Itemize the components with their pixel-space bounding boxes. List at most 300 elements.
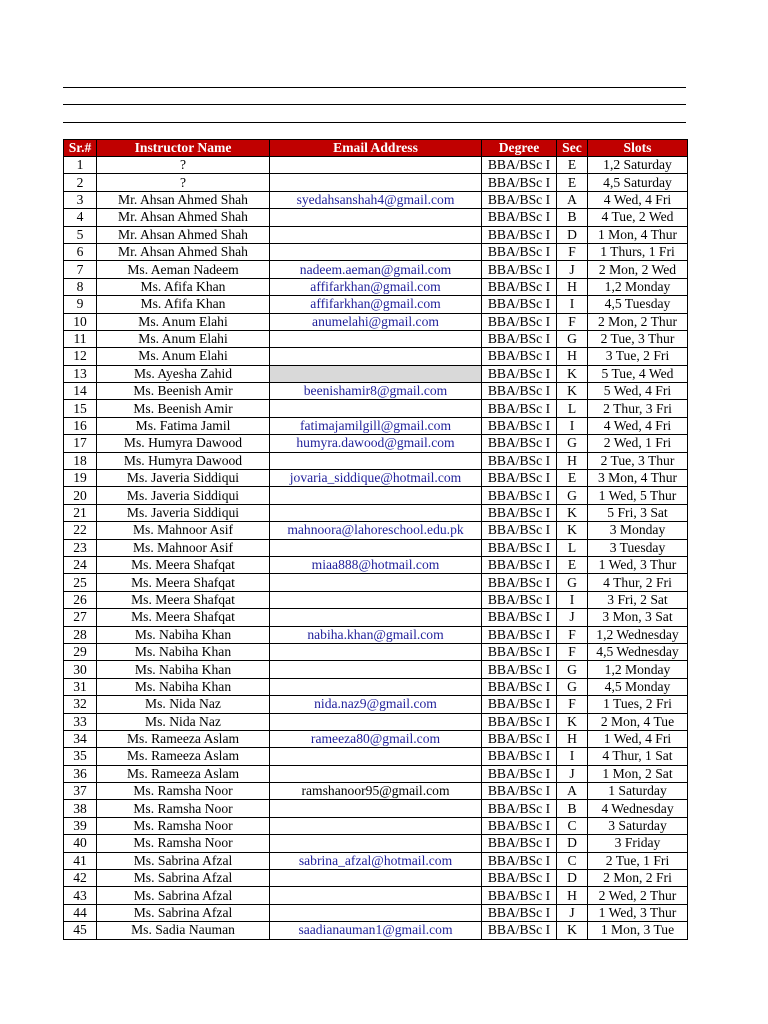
slots-cell: 3 Monday bbox=[588, 522, 688, 539]
header-email-address: Email Address bbox=[270, 140, 482, 157]
sr-cell: 29 bbox=[64, 643, 97, 660]
slots-cell: 1 Wed, 5 Thur bbox=[588, 487, 688, 504]
sec-cell: I bbox=[557, 748, 588, 765]
email-cell[interactable]: affifarkhan@gmail.com bbox=[270, 296, 482, 313]
slots-cell: 3 Saturday bbox=[588, 817, 688, 834]
degree-cell: BBA/BSc I bbox=[482, 661, 557, 678]
sr-cell: 5 bbox=[64, 226, 97, 243]
sr-cell: 37 bbox=[64, 783, 97, 800]
slots-cell: 2 Mon, 2 Wed bbox=[588, 261, 688, 278]
sec-cell: I bbox=[557, 591, 588, 608]
instructor-name-cell: Ms. Sabrina Afzal bbox=[97, 870, 270, 887]
sec-cell: K bbox=[557, 365, 588, 382]
table-row bbox=[64, 574, 688, 591]
sr-cell: 39 bbox=[64, 817, 97, 834]
email-cell[interactable]: miaa888@hotmail.com bbox=[270, 556, 482, 573]
slots-cell: 3 Fri, 2 Sat bbox=[588, 591, 688, 608]
sr-cell: 43 bbox=[64, 887, 97, 904]
sr-cell: 22 bbox=[64, 522, 97, 539]
instructor-name-cell: Ms. Aeman Nadeem bbox=[97, 261, 270, 278]
email-cell[interactable]: saadianauman1@gmail.com bbox=[270, 922, 482, 939]
slots-cell: 2 Mon, 4 Tue bbox=[588, 713, 688, 730]
header-slots: Slots bbox=[588, 140, 688, 157]
slots-cell: 4 Thur, 2 Fri bbox=[588, 574, 688, 591]
instructor-name-cell: Ms. Anum Elahi bbox=[97, 330, 270, 347]
sr-cell: 3 bbox=[64, 191, 97, 208]
sr-cell: 44 bbox=[64, 904, 97, 921]
degree-cell: BBA/BSc I bbox=[482, 852, 557, 869]
sec-cell: K bbox=[557, 922, 588, 939]
sec-cell: G bbox=[557, 661, 588, 678]
sec-cell: A bbox=[557, 783, 588, 800]
sr-cell: 13 bbox=[64, 365, 97, 382]
degree-cell: BBA/BSc I bbox=[482, 696, 557, 713]
degree-cell: BBA/BSc I bbox=[482, 678, 557, 695]
slots-cell: 2 Wed, 2 Thur bbox=[588, 887, 688, 904]
sec-cell: G bbox=[557, 678, 588, 695]
table-row bbox=[64, 174, 688, 191]
sr-cell: 18 bbox=[64, 452, 97, 469]
email-cell bbox=[270, 800, 482, 817]
slots-cell: 4 Wed, 4 Fri bbox=[588, 417, 688, 434]
header-rule-3 bbox=[63, 122, 686, 123]
sr-cell: 21 bbox=[64, 504, 97, 521]
degree-cell: BBA/BSc I bbox=[482, 209, 557, 226]
sr-cell: 31 bbox=[64, 678, 97, 695]
degree-cell: BBA/BSc I bbox=[482, 522, 557, 539]
email-cell[interactable]: mahnoora@lahoreschool.edu.pk bbox=[270, 522, 482, 539]
sr-cell: 33 bbox=[64, 713, 97, 730]
sec-cell: E bbox=[557, 174, 588, 191]
instructor-name-cell: Ms. Sabrina Afzal bbox=[97, 887, 270, 904]
sec-cell: C bbox=[557, 817, 588, 834]
slots-cell: 1 Mon, 3 Tue bbox=[588, 922, 688, 939]
header-rule-1 bbox=[63, 87, 686, 88]
sec-cell: K bbox=[557, 504, 588, 521]
sr-cell: 40 bbox=[64, 835, 97, 852]
instructor-name-cell: Ms. Ayesha Zahid bbox=[97, 365, 270, 382]
instructor-name-cell: ? bbox=[97, 174, 270, 191]
instructor-name-cell: Ms. Ramsha Noor bbox=[97, 835, 270, 852]
sr-cell: 38 bbox=[64, 800, 97, 817]
email-cell bbox=[270, 748, 482, 765]
degree-cell: BBA/BSc I bbox=[482, 713, 557, 730]
instructor-name-cell: Ms. Rameeza Aslam bbox=[97, 730, 270, 747]
instructor-name-cell: Ms. Meera Shafqat bbox=[97, 591, 270, 608]
email-cell[interactable]: humyra.dawood@gmail.com bbox=[270, 435, 482, 452]
table-row bbox=[64, 556, 688, 573]
slots-cell: 2 Wed, 1 Fri bbox=[588, 435, 688, 452]
table-row bbox=[64, 765, 688, 782]
sec-cell: D bbox=[557, 870, 588, 887]
email-cell bbox=[270, 365, 482, 382]
email-cell[interactable]: nadeem.aeman@gmail.com bbox=[270, 261, 482, 278]
email-cell bbox=[270, 887, 482, 904]
table-row bbox=[64, 226, 688, 243]
table-row bbox=[64, 852, 688, 869]
instructor-name-cell: ? bbox=[97, 157, 270, 174]
instructor-name-cell: Ms. Anum Elahi bbox=[97, 348, 270, 365]
degree-cell: BBA/BSc I bbox=[482, 504, 557, 521]
slots-cell: 1 Wed, 3 Thur bbox=[588, 904, 688, 921]
degree-cell: BBA/BSc I bbox=[482, 383, 557, 400]
slots-cell: 1 Mon, 4 Thur bbox=[588, 226, 688, 243]
email-cell bbox=[270, 661, 482, 678]
instructor-name-cell: Ms. Rameeza Aslam bbox=[97, 765, 270, 782]
slots-cell: 3 Mon, 3 Sat bbox=[588, 609, 688, 626]
table-row bbox=[64, 435, 688, 452]
sr-cell: 36 bbox=[64, 765, 97, 782]
table-body bbox=[64, 157, 688, 940]
sec-cell: G bbox=[557, 574, 588, 591]
sec-cell: K bbox=[557, 713, 588, 730]
instructor-schedule-table bbox=[63, 139, 688, 940]
table-row bbox=[64, 696, 688, 713]
degree-cell: BBA/BSc I bbox=[482, 400, 557, 417]
sr-cell: 25 bbox=[64, 574, 97, 591]
sec-cell: J bbox=[557, 765, 588, 782]
sec-cell: G bbox=[557, 487, 588, 504]
degree-cell: BBA/BSc I bbox=[482, 157, 557, 174]
email-cell bbox=[270, 713, 482, 730]
table-row bbox=[64, 539, 688, 556]
degree-cell: BBA/BSc I bbox=[482, 870, 557, 887]
email-cell bbox=[270, 209, 482, 226]
slots-cell: 2 Tue, 1 Fri bbox=[588, 852, 688, 869]
sec-cell: K bbox=[557, 522, 588, 539]
sec-cell: F bbox=[557, 626, 588, 643]
table-row bbox=[64, 504, 688, 521]
sr-cell: 11 bbox=[64, 330, 97, 347]
table-row bbox=[64, 678, 688, 695]
header-sec: Sec bbox=[557, 140, 588, 157]
sec-cell: I bbox=[557, 296, 588, 313]
table-row bbox=[64, 470, 688, 487]
sec-cell: B bbox=[557, 209, 588, 226]
sr-cell: 7 bbox=[64, 261, 97, 278]
degree-cell: BBA/BSc I bbox=[482, 730, 557, 747]
table-row bbox=[64, 609, 688, 626]
degree-cell: BBA/BSc I bbox=[482, 556, 557, 573]
instructor-name-cell: Ms. Fatima Jamil bbox=[97, 417, 270, 434]
table-row bbox=[64, 417, 688, 434]
degree-cell: BBA/BSc I bbox=[482, 922, 557, 939]
sec-cell: H bbox=[557, 278, 588, 295]
sr-cell: 35 bbox=[64, 748, 97, 765]
slots-cell: 1 Saturday bbox=[588, 783, 688, 800]
sec-cell: H bbox=[557, 730, 588, 747]
slots-cell: 4,5 Wednesday bbox=[588, 643, 688, 660]
email-cell[interactable]: nabiha.khan@gmail.com bbox=[270, 626, 482, 643]
slots-cell: 4 Wednesday bbox=[588, 800, 688, 817]
instructor-name-cell: Ms. Nabiha Khan bbox=[97, 626, 270, 643]
sec-cell: F bbox=[557, 643, 588, 660]
degree-cell: BBA/BSc I bbox=[482, 591, 557, 608]
degree-cell: BBA/BSc I bbox=[482, 435, 557, 452]
slots-cell: 1,2 Wednesday bbox=[588, 626, 688, 643]
slots-cell: 1 Mon, 2 Sat bbox=[588, 765, 688, 782]
degree-cell: BBA/BSc I bbox=[482, 348, 557, 365]
slots-cell: 2 Tue, 3 Thur bbox=[588, 330, 688, 347]
sec-cell: I bbox=[557, 417, 588, 434]
sr-cell: 26 bbox=[64, 591, 97, 608]
degree-cell: BBA/BSc I bbox=[482, 174, 557, 191]
sec-cell: H bbox=[557, 887, 588, 904]
instructor-name-cell: Ms. Mahnoor Asif bbox=[97, 522, 270, 539]
table-row bbox=[64, 835, 688, 852]
table-row bbox=[64, 243, 688, 260]
degree-cell: BBA/BSc I bbox=[482, 365, 557, 382]
email-cell bbox=[270, 678, 482, 695]
sr-cell: 12 bbox=[64, 348, 97, 365]
instructor-name-cell: Mr. Ahsan Ahmed Shah bbox=[97, 209, 270, 226]
email-cell bbox=[270, 817, 482, 834]
sec-cell: G bbox=[557, 330, 588, 347]
slots-cell: 4 Tue, 2 Wed bbox=[588, 209, 688, 226]
email-cell bbox=[270, 835, 482, 852]
table-row bbox=[64, 922, 688, 939]
email-cell[interactable]: beenishamir8@gmail.com bbox=[270, 383, 482, 400]
table-row bbox=[64, 330, 688, 347]
slots-cell: 2 Mon, 2 Fri bbox=[588, 870, 688, 887]
table-row bbox=[64, 400, 688, 417]
email-cell bbox=[270, 174, 482, 191]
header-degree: Degree bbox=[482, 140, 557, 157]
degree-cell: BBA/BSc I bbox=[482, 296, 557, 313]
degree-cell: BBA/BSc I bbox=[482, 330, 557, 347]
table-row bbox=[64, 487, 688, 504]
sec-cell: D bbox=[557, 226, 588, 243]
header-instructor-name: Instructor Name bbox=[97, 140, 270, 157]
table-row bbox=[64, 452, 688, 469]
table-row bbox=[64, 713, 688, 730]
slots-cell: 5 Tue, 4 Wed bbox=[588, 365, 688, 382]
table-row bbox=[64, 870, 688, 887]
slots-cell: 4,5 Monday bbox=[588, 678, 688, 695]
slots-cell: 2 Tue, 3 Thur bbox=[588, 452, 688, 469]
degree-cell: BBA/BSc I bbox=[482, 452, 557, 469]
instructor-name-cell: Ms. Rameeza Aslam bbox=[97, 748, 270, 765]
instructor-name-cell: Ms. Javeria Siddiqui bbox=[97, 487, 270, 504]
email-cell bbox=[270, 348, 482, 365]
sr-cell: 14 bbox=[64, 383, 97, 400]
sr-cell: 42 bbox=[64, 870, 97, 887]
degree-cell: BBA/BSc I bbox=[482, 261, 557, 278]
instructor-name-cell: Ms. Nabiha Khan bbox=[97, 661, 270, 678]
table-row bbox=[64, 348, 688, 365]
table-row bbox=[64, 313, 688, 330]
sr-cell: 9 bbox=[64, 296, 97, 313]
sec-cell: H bbox=[557, 348, 588, 365]
table-row bbox=[64, 626, 688, 643]
slots-cell: 2 Thur, 3 Fri bbox=[588, 400, 688, 417]
degree-cell: BBA/BSc I bbox=[482, 765, 557, 782]
instructor-name-cell: Ms. Beenish Amir bbox=[97, 400, 270, 417]
sr-cell: 30 bbox=[64, 661, 97, 678]
table-row bbox=[64, 783, 688, 800]
sr-cell: 19 bbox=[64, 470, 97, 487]
slots-cell: 1 Wed, 4 Fri bbox=[588, 730, 688, 747]
slots-cell: 1,2 Monday bbox=[588, 278, 688, 295]
instructor-name-cell: Ms. Meera Shafqat bbox=[97, 556, 270, 573]
sec-cell: F bbox=[557, 313, 588, 330]
email-cell[interactable]: affifarkhan@gmail.com bbox=[270, 278, 482, 295]
sec-cell: H bbox=[557, 452, 588, 469]
table-row bbox=[64, 661, 688, 678]
email-cell bbox=[270, 452, 482, 469]
degree-cell: BBA/BSc I bbox=[482, 626, 557, 643]
instructor-name-cell: Ms. Meera Shafqat bbox=[97, 574, 270, 591]
slots-cell: 1,2 Saturday bbox=[588, 157, 688, 174]
instructor-name-cell: Ms. Sabrina Afzal bbox=[97, 852, 270, 869]
email-cell bbox=[270, 870, 482, 887]
instructor-name-cell: Ms. Ramsha Noor bbox=[97, 783, 270, 800]
email-cell[interactable]: rameeza80@gmail.com bbox=[270, 730, 482, 747]
sr-cell: 24 bbox=[64, 556, 97, 573]
table-row bbox=[64, 296, 688, 313]
sr-cell: 34 bbox=[64, 730, 97, 747]
email-cell[interactable]: anumelahi@gmail.com bbox=[270, 313, 482, 330]
sec-cell: F bbox=[557, 696, 588, 713]
instructor-name-cell: Ms. Mahnoor Asif bbox=[97, 539, 270, 556]
email-cell[interactable]: fatimajamilgill@gmail.com bbox=[270, 417, 482, 434]
sec-cell: J bbox=[557, 609, 588, 626]
email-cell[interactable]: sabrina_afzal@hotmail.com bbox=[270, 852, 482, 869]
table-row bbox=[64, 383, 688, 400]
degree-cell: BBA/BSc I bbox=[482, 748, 557, 765]
header-sr: Sr.# bbox=[64, 140, 97, 157]
email-cell bbox=[270, 330, 482, 347]
instructor-name-cell: Ms. Afifa Khan bbox=[97, 296, 270, 313]
email-cell bbox=[270, 904, 482, 921]
degree-cell: BBA/BSc I bbox=[482, 574, 557, 591]
instructor-name-cell: Ms. Javeria Siddiqui bbox=[97, 470, 270, 487]
table-row bbox=[64, 800, 688, 817]
sr-cell: 10 bbox=[64, 313, 97, 330]
table-row bbox=[64, 591, 688, 608]
instructor-name-cell: Ms. Anum Elahi bbox=[97, 313, 270, 330]
sec-cell: D bbox=[557, 835, 588, 852]
table-row bbox=[64, 522, 688, 539]
slots-cell: 3 Tuesday bbox=[588, 539, 688, 556]
degree-cell: BBA/BSc I bbox=[482, 609, 557, 626]
sec-cell: G bbox=[557, 435, 588, 452]
degree-cell: BBA/BSc I bbox=[482, 539, 557, 556]
email-cell[interactable]: syedahsanshah4@gmail.com bbox=[270, 191, 482, 208]
degree-cell: BBA/BSc I bbox=[482, 783, 557, 800]
instructor-name-cell: Ms. Javeria Siddiqui bbox=[97, 504, 270, 521]
table-row bbox=[64, 887, 688, 904]
degree-cell: BBA/BSc I bbox=[482, 470, 557, 487]
sr-cell: 32 bbox=[64, 696, 97, 713]
email-cell[interactable]: nida.naz9@gmail.com bbox=[270, 696, 482, 713]
sr-cell: 17 bbox=[64, 435, 97, 452]
degree-cell: BBA/BSc I bbox=[482, 904, 557, 921]
instructor-name-cell: Ms. Sadia Nauman bbox=[97, 922, 270, 939]
instructor-name-cell: Ms. Nabiha Khan bbox=[97, 643, 270, 660]
table-row bbox=[64, 157, 688, 174]
email-cell bbox=[270, 243, 482, 260]
degree-cell: BBA/BSc I bbox=[482, 313, 557, 330]
sec-cell: L bbox=[557, 400, 588, 417]
sr-cell: 45 bbox=[64, 922, 97, 939]
email-cell bbox=[270, 226, 482, 243]
sr-cell: 8 bbox=[64, 278, 97, 295]
sec-cell: E bbox=[557, 470, 588, 487]
sec-cell: C bbox=[557, 852, 588, 869]
email-cell bbox=[270, 400, 482, 417]
slots-cell: 5 Fri, 3 Sat bbox=[588, 504, 688, 521]
instructor-name-cell: Ms. Humyra Dawood bbox=[97, 452, 270, 469]
degree-cell: BBA/BSc I bbox=[482, 226, 557, 243]
instructor-name-cell: Ms. Nida Naz bbox=[97, 696, 270, 713]
sr-cell: 15 bbox=[64, 400, 97, 417]
table-row bbox=[64, 904, 688, 921]
instructor-name-cell: Mr. Ahsan Ahmed Shah bbox=[97, 226, 270, 243]
slots-cell: 5 Wed, 4 Fri bbox=[588, 383, 688, 400]
sec-cell: L bbox=[557, 539, 588, 556]
sr-cell: 41 bbox=[64, 852, 97, 869]
email-cell bbox=[270, 609, 482, 626]
table-row bbox=[64, 191, 688, 208]
email-cell bbox=[270, 574, 482, 591]
sr-cell: 16 bbox=[64, 417, 97, 434]
email-cell[interactable]: ramshanoor95@gmail.com bbox=[270, 783, 482, 800]
email-cell bbox=[270, 157, 482, 174]
degree-cell: BBA/BSc I bbox=[482, 191, 557, 208]
degree-cell: BBA/BSc I bbox=[482, 887, 557, 904]
instructor-name-cell: Mr. Ahsan Ahmed Shah bbox=[97, 243, 270, 260]
header-rule-2 bbox=[63, 104, 686, 105]
sec-cell: J bbox=[557, 261, 588, 278]
sr-cell: 20 bbox=[64, 487, 97, 504]
slots-cell: 1 Wed, 3 Thur bbox=[588, 556, 688, 573]
degree-cell: BBA/BSc I bbox=[482, 243, 557, 260]
email-cell bbox=[270, 504, 482, 521]
table-row bbox=[64, 365, 688, 382]
degree-cell: BBA/BSc I bbox=[482, 487, 557, 504]
table-row bbox=[64, 278, 688, 295]
sec-cell: A bbox=[557, 191, 588, 208]
sr-cell: 28 bbox=[64, 626, 97, 643]
instructor-name-cell: Ms. Humyra Dawood bbox=[97, 435, 270, 452]
slots-cell: 3 Tue, 2 Fri bbox=[588, 348, 688, 365]
instructor-name-cell: Ms. Nida Naz bbox=[97, 713, 270, 730]
sec-cell: K bbox=[557, 383, 588, 400]
degree-cell: BBA/BSc I bbox=[482, 643, 557, 660]
table-row bbox=[64, 817, 688, 834]
sec-cell: B bbox=[557, 800, 588, 817]
slots-cell: 2 Mon, 2 Thur bbox=[588, 313, 688, 330]
instructor-name-cell: Ms. Ramsha Noor bbox=[97, 817, 270, 834]
slots-cell: 1,2 Monday bbox=[588, 661, 688, 678]
degree-cell: BBA/BSc I bbox=[482, 417, 557, 434]
instructor-name-cell: Ms. Afifa Khan bbox=[97, 278, 270, 295]
degree-cell: BBA/BSc I bbox=[482, 835, 557, 852]
sr-cell: 2 bbox=[64, 174, 97, 191]
table-row bbox=[64, 730, 688, 747]
email-cell[interactable]: jovaria_siddique@hotmail.com bbox=[270, 470, 482, 487]
sec-cell: E bbox=[557, 157, 588, 174]
degree-cell: BBA/BSc I bbox=[482, 278, 557, 295]
sr-cell: 23 bbox=[64, 539, 97, 556]
slots-cell: 4 Wed, 4 Fri bbox=[588, 191, 688, 208]
sec-cell: E bbox=[557, 556, 588, 573]
slots-cell: 1 Thurs, 1 Fri bbox=[588, 243, 688, 260]
sec-cell: J bbox=[557, 904, 588, 921]
table-row bbox=[64, 261, 688, 278]
sr-cell: 1 bbox=[64, 157, 97, 174]
